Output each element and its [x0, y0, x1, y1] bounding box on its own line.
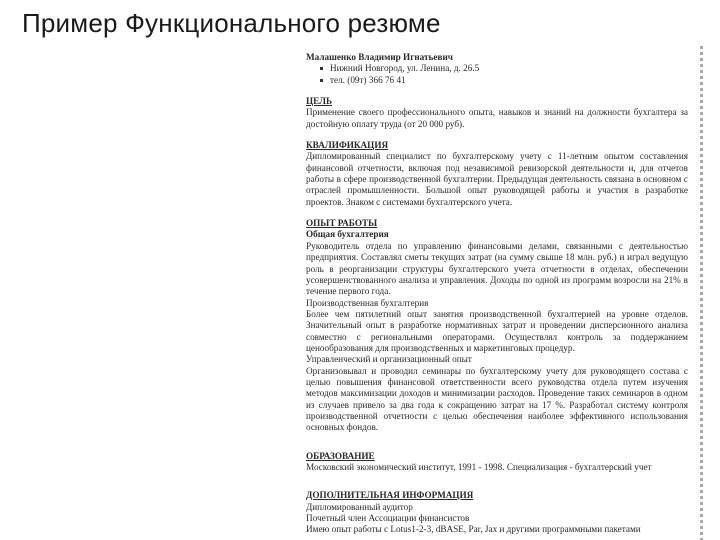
qualification-heading: КВАЛИФИКАЦИЯ	[306, 140, 389, 151]
slide-title: Пример Функционального резюме	[22, 8, 441, 38]
additional-line: Почетный член Ассоциации финансистов	[306, 513, 470, 524]
experience-subheading-general: Общая бухгалтерия	[306, 229, 389, 240]
contact-phone: тел. (09т) 366 76 41	[320, 75, 688, 86]
additional-heading: ДОПОЛНИТЕЛЬНАЯ ИНФОРМАЦИЯ	[306, 490, 474, 501]
experience-text-management: Организовывал и проводил семинары по бухгалтерскому учету для руководящего состава с целью повышения финансовой ответственности всего руководства отдела путем изучения методов максимизации доходов и минимизации расходов. Проведение таких семинаров в одном из случаев привело за два года к сокращению затрат на 17 %. Разработал систему контроля производственной отчетности с целью обеспечения наиболее эффективного использования основных фондов.	[306, 365, 688, 433]
experience-subheading-production: Производственная бухгалтерия	[306, 297, 429, 308]
experience-text-production: Более чем пятилетний опыт занятия производственной бухгалтерией на уровне отделов. Значительный опыт в разработке нормативных затрат и проведении дисперсионного анализа совместно с региональными операторами. Осуществлял контроль за поддержанием ценообразования для производственных и маркетинговых процедур.	[306, 308, 688, 353]
contact-address: Нижний Новгород, ул. Ленина, д. 26.5	[320, 63, 688, 74]
experience-text-general: Руководитель отдела по управлению финансовыми делами, связанными с деятельностью предприятия. Составлял сметы текущих затрат (на сумму свыше 18 млн. руб.) и играл ведущую роль в реорганизации структуры бухгалтерского учета отчетности в отделах, обеспечении усовершенствованного анализа и управления. Доходы по одной из программ возросли на 21% в течение первого года.	[306, 240, 688, 297]
resume-name: Малашенко Владимир Игнатьевич	[306, 52, 453, 62]
objective-heading: ЦЕЛЬ	[306, 96, 333, 107]
qualification-text: Дипломированный специалист по бухгалтерскому учету с 11-летним опытом составления финансовой отчетности, включая под независимой ревизорской деятельности и, для отчетов работы в сфере производственной бухгалтерии. Предыдущая деятельность связана в основном с отраслей промышленности. Большой опыт руководящей работы и участия в разработке проектов. Знаком с системами бухгалтерского учета.	[306, 151, 688, 207]
objective-text: Применение своего профессионального опыта, навыков и знаний на должности бухгалтера за достойную оплату труда (от 20 000 руб).	[306, 107, 688, 129]
slide-edge-decoration	[700, 46, 703, 540]
experience-heading: ОПЫТ РАБОТЫ	[306, 218, 378, 229]
contact-list	[306, 63, 688, 86]
education-heading: ОБРАЗОВАНИЕ	[306, 450, 375, 461]
resume-document	[306, 52, 688, 538]
additional-line: Дипломированный аудитор	[306, 501, 413, 512]
additional-line: Имею опыт работы с Lotus1-2-3, dBASE, Par, Jax и другими программными пакетами	[306, 524, 641, 535]
experience-subheading-management: Управленческий и организационный опыт	[306, 354, 472, 365]
education-text: Московский экономический институт, 1991 - 1998. Специализация - бухгалтерский учет	[306, 462, 652, 472]
